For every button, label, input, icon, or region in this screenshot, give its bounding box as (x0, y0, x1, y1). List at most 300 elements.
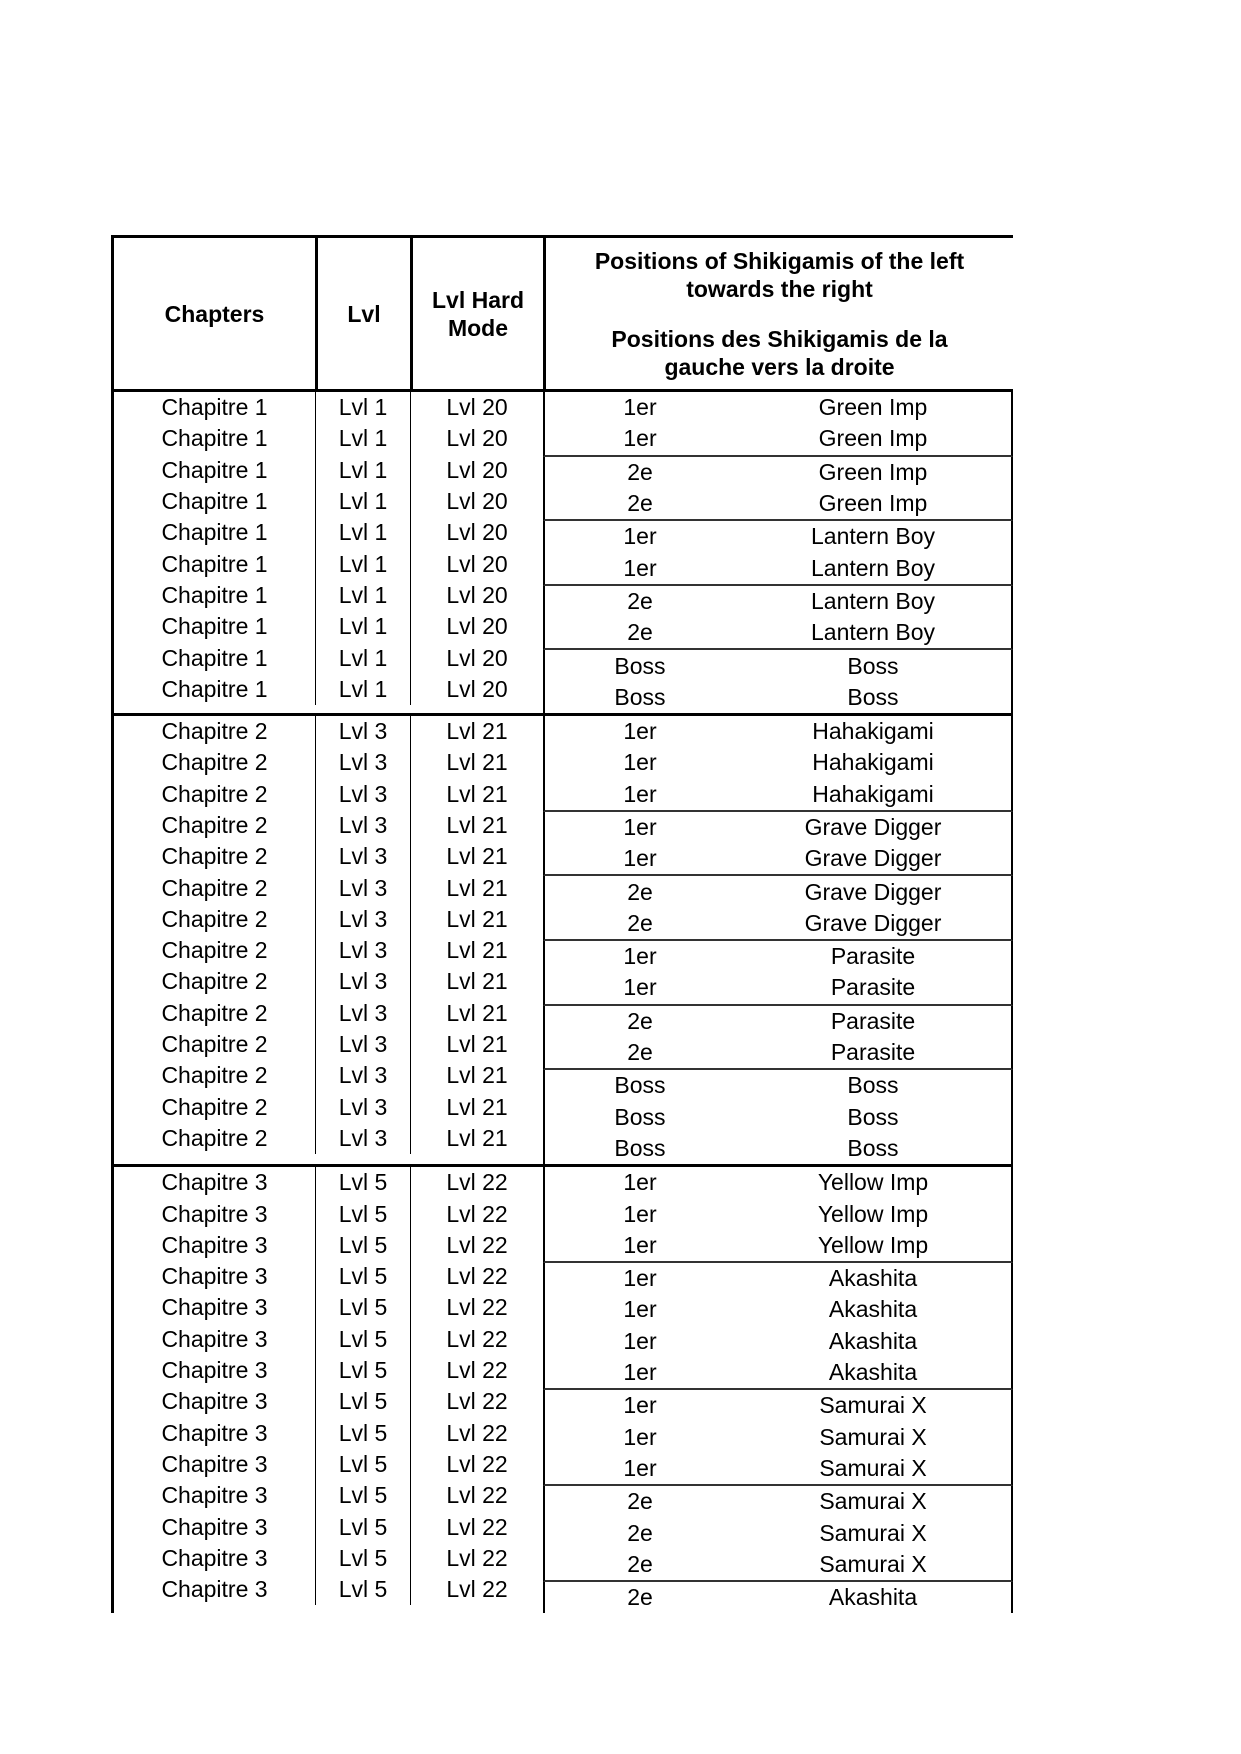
lvl-cell: Lvl 5 (315, 1449, 410, 1480)
chapter-cell: Chapitre 2 (161, 999, 268, 1026)
chapter-cell: Chapitre 1 (161, 550, 268, 577)
position-group (543, 812, 1013, 877)
table-row (114, 966, 543, 997)
shikigami-name-cell: Boss (847, 1103, 899, 1130)
position-cell: Boss (614, 683, 666, 710)
table-row (114, 1418, 543, 1449)
lvl-cell: Lvl 3 (315, 779, 410, 810)
table-row (114, 716, 543, 747)
lvl-cell: Lvl 1 (315, 392, 410, 423)
shikigami-name-cell: Akashita (828, 1584, 918, 1611)
shikigami-name-cell: Boss (847, 683, 899, 710)
shikigami-name-cell: Samurai X (819, 1550, 927, 1577)
position-group (543, 1070, 1013, 1164)
shikigami-name-cell: Green Imp (818, 490, 928, 517)
position-row (545, 1549, 1011, 1580)
position-row (545, 812, 1011, 843)
position-row (545, 682, 1011, 713)
table-row (114, 455, 543, 486)
table-row (114, 1060, 543, 1091)
chapter-cell: Chapitre 3 (161, 1263, 268, 1290)
lvl-hard-cell: Lvl 20 (410, 611, 543, 642)
position-row (545, 747, 1011, 778)
lvl-hard-cell: Lvl 22 (410, 1324, 543, 1355)
position-row (545, 617, 1011, 648)
chapter-cell: Chapitre 2 (161, 749, 268, 776)
lvl-hard-cell: Lvl 20 (410, 517, 543, 548)
position-row (545, 1357, 1011, 1388)
position-row (545, 1198, 1011, 1229)
lvl-cell: Lvl 5 (315, 1543, 410, 1574)
header-positions (543, 238, 1013, 389)
table-row (114, 872, 543, 903)
chapter-cell: Chapitre 2 (161, 1093, 268, 1120)
shikigami-name-cell: Lantern Boy (810, 523, 936, 550)
shikigami-name-cell: Hahakigami (812, 718, 934, 745)
position-cell: 2e (627, 1488, 653, 1515)
position-row (545, 650, 1011, 681)
shikigami-name-cell: Samurai X (819, 1488, 927, 1515)
chapter-cell: Chapitre 3 (161, 1169, 268, 1196)
lvl-hard-cell: Lvl 22 (410, 1261, 543, 1292)
position-cell: Boss (614, 1134, 666, 1161)
lvl-cell: Lvl 3 (315, 747, 410, 778)
lvl-cell: Lvl 3 (315, 1092, 410, 1123)
header-chapters-label: Chapters (164, 300, 265, 327)
chapter-level-columns (114, 1167, 543, 1613)
chapter-cell: Chapitre 2 (161, 718, 268, 745)
position-group (543, 392, 1013, 457)
lvl-hard-cell: Lvl 22 (410, 1511, 543, 1542)
chapter-cell: Chapitre 3 (161, 1200, 268, 1227)
table-row (114, 1123, 543, 1154)
chapter-cell: Chapitre 3 (161, 1294, 268, 1321)
lvl-cell: Lvl 5 (315, 1418, 410, 1449)
position-row (545, 521, 1011, 552)
lvl-cell: Lvl 5 (315, 1198, 410, 1229)
lvl-hard-cell: Lvl 22 (410, 1449, 543, 1480)
position-group (543, 457, 1013, 522)
positions-column (543, 392, 1013, 713)
position-group (543, 716, 1013, 812)
position-row (545, 1263, 1011, 1294)
chapter-cell: Chapitre 1 (161, 644, 268, 671)
header-lvl-label: Lvl (347, 300, 381, 327)
lvl-hard-cell: Lvl 20 (410, 674, 543, 705)
lvl-hard-cell: Lvl 20 (410, 486, 543, 517)
position-cell: 1er (623, 814, 657, 840)
position-row (545, 1390, 1011, 1421)
position-cell: Boss (614, 1072, 666, 1099)
table-row (114, 1355, 543, 1386)
chapter-level-columns (114, 392, 543, 713)
position-row (545, 1422, 1011, 1453)
chapter-cell: Chapitre 2 (161, 780, 268, 807)
lvl-hard-cell: Lvl 21 (410, 872, 543, 903)
shikigami-name-cell: Grave Digger (804, 845, 942, 872)
shikigami-name-cell: Yellow Imp (817, 1200, 929, 1227)
shikigami-name-cell: Green Imp (818, 425, 928, 452)
table-row (114, 1449, 543, 1480)
table-row (114, 517, 543, 548)
table-row (114, 747, 543, 778)
position-cell: 2e (627, 458, 653, 485)
shikigami-name-cell: Grave Digger (804, 878, 942, 905)
lvl-hard-cell: Lvl 20 (410, 455, 543, 486)
position-cell: 1er (623, 523, 657, 550)
shikigami-name-cell: Lantern Boy (810, 554, 936, 581)
chapter-cell: Chapitre 3 (161, 1450, 268, 1477)
position-row (545, 716, 1011, 747)
shikigami-name-cell: Hahakigami (812, 780, 934, 807)
position-cell: 2e (627, 878, 653, 905)
lvl-cell: Lvl 3 (315, 716, 410, 747)
lvl-cell: Lvl 5 (315, 1574, 410, 1605)
table-row (114, 998, 543, 1029)
position-cell: 2e (627, 1550, 653, 1577)
position-row (545, 1102, 1011, 1133)
position-cell: 1er (623, 845, 657, 872)
position-row (545, 1453, 1011, 1484)
table-body (111, 392, 1013, 1613)
lvl-hard-cell: Lvl 21 (410, 998, 543, 1029)
lvl-cell: Lvl 3 (315, 1123, 410, 1154)
position-cell: 2e (627, 1039, 653, 1066)
position-cell: 1er (623, 554, 657, 581)
position-cell: 1er (623, 1296, 657, 1323)
position-cell: 1er (623, 1454, 657, 1481)
shikigami-name-cell: Parasite (830, 974, 916, 1001)
lvl-cell: Lvl 1 (315, 455, 410, 486)
shikigami-name-cell: Parasite (830, 943, 916, 970)
position-row (545, 1006, 1011, 1037)
table-row (114, 548, 543, 579)
shikigami-name-cell: Hahakigami (812, 749, 934, 776)
table-row (114, 1167, 543, 1198)
position-row (545, 1326, 1011, 1357)
lvl-hard-cell: Lvl 22 (410, 1386, 543, 1417)
position-row (545, 1230, 1011, 1261)
lvl-cell: Lvl 3 (315, 1060, 410, 1091)
position-group (543, 1167, 1013, 1263)
chapter-cell: Chapitre 2 (161, 905, 268, 932)
chapter-cell: Chapitre 3 (161, 1419, 268, 1446)
position-row (545, 1486, 1011, 1517)
position-cell: 1er (623, 974, 657, 1001)
shikigami-name-cell: Grave Digger (804, 814, 942, 840)
table-row (114, 1292, 543, 1323)
shikigami-name-cell: Boss (847, 1134, 899, 1161)
chapter-cell: Chapitre 3 (161, 1513, 268, 1540)
shikigami-positions-table (111, 235, 1013, 1613)
lvl-hard-cell: Lvl 20 (410, 548, 543, 579)
chapter-cell: Chapitre 2 (161, 937, 268, 964)
table-row (114, 1092, 543, 1123)
position-cell: 2e (627, 1519, 653, 1546)
lvl-hard-cell: Lvl 22 (410, 1292, 543, 1323)
position-group (543, 1486, 1013, 1582)
shikigami-name-cell: Green Imp (818, 394, 928, 421)
position-group (543, 941, 1013, 1006)
header-positions-fr: Positions des Shikigamis de la gauche vers la droite (611, 325, 948, 380)
position-cell: 1er (623, 1169, 657, 1196)
lvl-hard-cell: Lvl 21 (410, 716, 543, 747)
position-cell: 2e (627, 587, 653, 614)
position-row (545, 843, 1011, 874)
position-row (545, 457, 1011, 488)
chapter-cell: Chapitre 3 (161, 1576, 268, 1603)
chapter-cell: Chapitre 2 (161, 1031, 268, 1058)
lvl-hard-cell: Lvl 22 (410, 1543, 543, 1574)
chapter-cell: Chapitre 3 (161, 1325, 268, 1352)
table-row (114, 904, 543, 935)
lvl-hard-cell: Lvl 20 (410, 423, 543, 454)
shikigami-name-cell: Samurai X (819, 1519, 927, 1546)
position-row (545, 1517, 1011, 1548)
shikigami-name-cell: Samurai X (819, 1423, 927, 1450)
lvl-cell: Lvl 5 (315, 1230, 410, 1261)
position-cell: 1er (623, 1327, 657, 1354)
lvl-cell: Lvl 3 (315, 810, 410, 841)
chapter-cell: Chapitre 2 (161, 968, 268, 995)
lvl-cell: Lvl 3 (315, 872, 410, 903)
lvl-hard-cell: Lvl 21 (410, 966, 543, 997)
position-cell: 2e (627, 1584, 653, 1611)
chapter-cell: Chapitre 1 (161, 425, 268, 452)
table-row (114, 1386, 543, 1417)
shikigami-name-cell: Grave Digger (804, 909, 942, 936)
lvl-hard-cell: Lvl 21 (410, 1123, 543, 1154)
position-cell: 1er (623, 749, 657, 776)
position-cell: 1er (623, 1392, 657, 1419)
position-cell: 2e (627, 1007, 653, 1034)
table-row (114, 1324, 543, 1355)
chapter-cell: Chapitre 1 (161, 581, 268, 608)
lvl-cell: Lvl 5 (315, 1261, 410, 1292)
lvl-hard-cell: Lvl 22 (410, 1230, 543, 1261)
header-lvl-hard-line1: Lvl Hard (431, 286, 525, 313)
position-group (543, 1582, 1013, 1613)
lvl-cell: Lvl 1 (315, 423, 410, 454)
lvl-cell: Lvl 1 (315, 674, 410, 705)
shikigami-name-cell: Samurai X (819, 1392, 927, 1419)
table-row (114, 1261, 543, 1292)
position-cell: Boss (614, 1103, 666, 1130)
position-row (545, 488, 1011, 519)
positions-column (543, 716, 1013, 1164)
position-cell: 1er (623, 1265, 657, 1292)
chapter-cell: Chapitre 1 (161, 613, 268, 640)
position-cell: 1er (623, 1423, 657, 1450)
position-row (545, 1167, 1011, 1198)
lvl-cell: Lvl 5 (315, 1292, 410, 1323)
chapter-cell: Chapitre 3 (161, 1482, 268, 1509)
chapter-cell: Chapitre 1 (161, 675, 268, 702)
lvl-cell: Lvl 1 (315, 611, 410, 642)
position-cell: 1er (623, 1200, 657, 1227)
lvl-hard-cell: Lvl 21 (410, 747, 543, 778)
position-group (543, 1390, 1013, 1486)
lvl-cell: Lvl 3 (315, 935, 410, 966)
lvl-hard-cell: Lvl 20 (410, 642, 543, 673)
lvl-cell: Lvl 5 (315, 1167, 410, 1198)
position-cell: 1er (623, 943, 657, 970)
positions-column (543, 1167, 1013, 1613)
lvl-hard-cell: Lvl 21 (410, 779, 543, 810)
table-row (114, 674, 543, 705)
table-row (114, 486, 543, 517)
table-row (114, 1029, 543, 1060)
shikigami-name-cell: Lantern Boy (810, 587, 936, 614)
table-row (114, 779, 543, 810)
lvl-hard-cell: Lvl 22 (410, 1574, 543, 1605)
lvl-cell: Lvl 3 (315, 1029, 410, 1060)
table-row (114, 1480, 543, 1511)
lvl-cell: Lvl 1 (315, 580, 410, 611)
chapter-section (114, 392, 1013, 716)
position-cell: 1er (623, 780, 657, 807)
lvl-cell: Lvl 5 (315, 1355, 410, 1386)
lvl-hard-cell: Lvl 22 (410, 1167, 543, 1198)
position-group (543, 586, 1013, 651)
table-row (114, 611, 543, 642)
position-cell: 2e (627, 490, 653, 517)
lvl-cell: Lvl 5 (315, 1386, 410, 1417)
table-row (114, 1198, 543, 1229)
table-row (114, 810, 543, 841)
shikigami-name-cell: Boss (847, 1072, 899, 1099)
lvl-hard-cell: Lvl 20 (410, 392, 543, 423)
lvl-cell: Lvl 3 (315, 998, 410, 1029)
shikigami-name-cell: Green Imp (818, 458, 928, 485)
header-lvl-hard-line2: Mode (447, 314, 509, 341)
header-lvl-hard-mode (410, 238, 543, 389)
position-row (545, 876, 1011, 907)
position-cell: 2e (627, 909, 653, 936)
position-cell: 1er (623, 1231, 657, 1258)
lvl-hard-cell: Lvl 22 (410, 1355, 543, 1386)
chapter-section (114, 716, 1013, 1167)
chapter-cell: Chapitre 3 (161, 1388, 268, 1415)
table-row (114, 1543, 543, 1574)
lvl-hard-cell: Lvl 22 (410, 1198, 543, 1229)
header-positions-en: Positions of Shikigamis of the left towards the right (594, 247, 965, 302)
shikigami-name-cell: Akashita (828, 1327, 918, 1354)
table-row (114, 423, 543, 454)
lvl-hard-cell: Lvl 21 (410, 904, 543, 935)
shikigami-name-cell: Akashita (828, 1296, 918, 1323)
position-group (543, 521, 1013, 586)
chapter-cell: Chapitre 1 (161, 519, 268, 546)
lvl-cell: Lvl 1 (315, 642, 410, 673)
shikigami-name-cell: Yellow Imp (817, 1169, 929, 1196)
lvl-hard-cell: Lvl 21 (410, 810, 543, 841)
chapter-cell: Chapitre 2 (161, 1062, 268, 1089)
chapter-cell: Chapitre 3 (161, 1544, 268, 1571)
chapter-cell: Chapitre 1 (161, 394, 268, 421)
lvl-hard-cell: Lvl 21 (410, 841, 543, 872)
table-row (114, 642, 543, 673)
position-row (545, 1133, 1011, 1164)
position-row (545, 908, 1011, 939)
table-row (114, 841, 543, 872)
lvl-cell: Lvl 1 (315, 517, 410, 548)
position-row (545, 972, 1011, 1003)
position-row (545, 552, 1011, 583)
lvl-hard-cell: Lvl 20 (410, 580, 543, 611)
lvl-hard-cell: Lvl 22 (410, 1418, 543, 1449)
position-cell: 1er (623, 425, 657, 452)
lvl-hard-cell: Lvl 21 (410, 1029, 543, 1060)
lvl-cell: Lvl 3 (315, 904, 410, 935)
table-row (114, 1511, 543, 1542)
lvl-hard-cell: Lvl 22 (410, 1480, 543, 1511)
lvl-cell: Lvl 3 (315, 966, 410, 997)
position-group (543, 1006, 1013, 1071)
shikigami-name-cell: Akashita (828, 1265, 918, 1292)
position-row (545, 392, 1011, 423)
position-row (545, 586, 1011, 617)
chapter-cell: Chapitre 2 (161, 874, 268, 901)
position-group (543, 650, 1013, 713)
position-row (545, 1037, 1011, 1068)
shikigami-name-cell: Boss (847, 652, 899, 679)
lvl-cell: Lvl 5 (315, 1511, 410, 1542)
chapter-cell: Chapitre 1 (161, 488, 268, 515)
position-row (545, 779, 1011, 810)
header-chapters (111, 238, 315, 389)
table-header (111, 235, 1013, 392)
shikigami-name-cell: Parasite (830, 1039, 916, 1066)
position-row (545, 1070, 1011, 1101)
position-row (545, 1582, 1011, 1613)
lvl-cell: Lvl 5 (315, 1480, 410, 1511)
table-row (114, 580, 543, 611)
lvl-cell: Lvl 3 (315, 841, 410, 872)
position-cell: 2e (627, 619, 653, 646)
lvl-cell: Lvl 1 (315, 486, 410, 517)
header-lvl (315, 238, 410, 389)
shikigami-name-cell: Samurai X (819, 1454, 927, 1481)
position-cell: Boss (614, 652, 666, 679)
shikigami-name-cell: Parasite (830, 1007, 916, 1034)
position-group (543, 1263, 1013, 1390)
lvl-hard-cell: Lvl 21 (410, 1060, 543, 1091)
chapter-section (114, 1167, 1013, 1613)
position-cell: 1er (623, 718, 657, 745)
chapter-cell: Chapitre 2 (161, 843, 268, 870)
position-cell: 1er (623, 1359, 657, 1386)
chapter-cell: Chapitre 3 (161, 1231, 268, 1258)
position-cell: 1er (623, 394, 657, 421)
lvl-cell: Lvl 1 (315, 548, 410, 579)
shikigami-name-cell: Yellow Imp (817, 1231, 929, 1258)
lvl-cell: Lvl 5 (315, 1324, 410, 1355)
position-group (543, 876, 1013, 941)
table-row (114, 935, 543, 966)
shikigami-name-cell: Akashita (828, 1359, 918, 1386)
position-row (545, 1294, 1011, 1325)
chapter-level-columns (114, 716, 543, 1164)
chapter-cell: Chapitre 3 (161, 1357, 268, 1384)
table-row (114, 1230, 543, 1261)
chapter-cell: Chapitre 1 (161, 456, 268, 483)
lvl-hard-cell: Lvl 21 (410, 935, 543, 966)
position-row (545, 941, 1011, 972)
position-row (545, 423, 1011, 454)
table-row (114, 392, 543, 423)
chapter-cell: Chapitre 2 (161, 812, 268, 838)
